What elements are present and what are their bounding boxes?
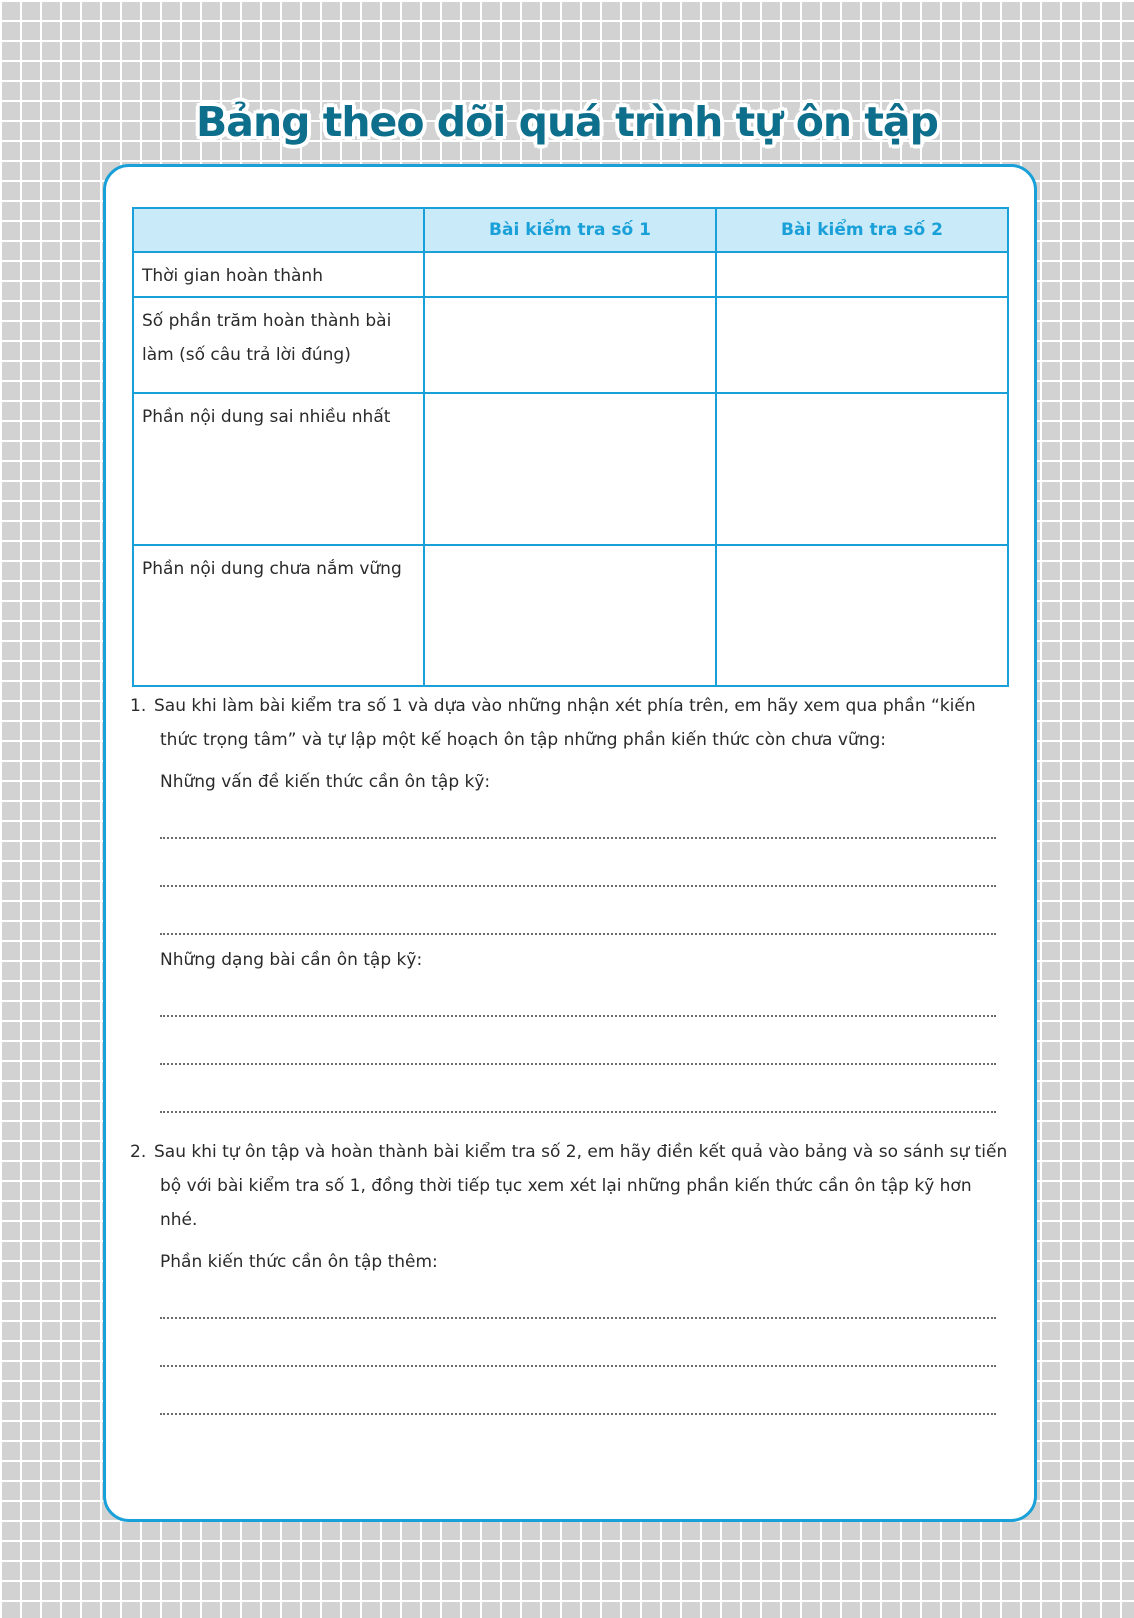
table-header-row bbox=[133, 208, 1008, 252]
cell-most-wrong-test-1[interactable] bbox=[424, 393, 716, 545]
question-1-text: Sau khi làm bài kiểm tra số 1 và dựa vào những nhận xét phía trên, em hãy xem qua phần “kiến thức trọng tâm” và tự lập một kế hoạch ôn tập những phần kiến thức còn chưa vững: bbox=[154, 696, 976, 750]
answer-line[interactable] bbox=[160, 1383, 996, 1415]
answer-line[interactable] bbox=[160, 1081, 996, 1113]
question-2 bbox=[130, 1135, 1010, 1237]
cell-completion-percent-test-2[interactable] bbox=[716, 297, 1008, 393]
worksheet-card bbox=[103, 164, 1037, 1522]
question-2-text: Sau khi tự ôn tập và hoàn thành bài kiểm tra số 2, em hãy điền kết quả vào bảng và so sánh sự tiến bộ với bài kiểm tra số 1, đồng thời tiếp tục xem xét lại những phần kiến thức cần ôn tập kỹ hơn nhé. bbox=[154, 1142, 1008, 1230]
answer-line[interactable] bbox=[160, 807, 996, 839]
cell-most-wrong-test-2[interactable] bbox=[716, 393, 1008, 545]
answer-line[interactable] bbox=[160, 1287, 996, 1319]
answer-line[interactable] bbox=[160, 903, 996, 935]
row-label-most-wrong: Phần nội dung sai nhiều nhất bbox=[142, 407, 391, 427]
cell-not-mastered-test-2[interactable] bbox=[716, 545, 1008, 686]
page-title: Bảng theo dõi quá trình tự ôn tập bbox=[196, 98, 938, 146]
table-row bbox=[133, 393, 1008, 545]
section-label-extra-review: Phần kiến thức cần ôn tập thêm: bbox=[160, 1252, 438, 1272]
cell-not-mastered-test-1[interactable] bbox=[424, 545, 716, 686]
section-label-knowledge-issues: Những vấn đề kiến thức cần ôn tập kỹ: bbox=[160, 772, 491, 792]
cell-completion-percent-test-1[interactable] bbox=[424, 297, 716, 393]
row-label-not-mastered: Phần nội dung chưa nắm vững bbox=[142, 559, 402, 579]
answer-line[interactable] bbox=[160, 1033, 996, 1065]
answer-line[interactable] bbox=[160, 1335, 996, 1367]
table-corner-cell bbox=[133, 208, 424, 252]
cell-completion-time-test-2[interactable] bbox=[716, 252, 1008, 297]
question-1-number: 1. bbox=[130, 696, 147, 716]
table-row bbox=[133, 297, 1008, 393]
answer-line[interactable] bbox=[160, 985, 996, 1017]
question-2-number: 2. bbox=[130, 1142, 147, 1162]
cell-completion-time-test-1[interactable] bbox=[424, 252, 716, 297]
table-row bbox=[133, 545, 1008, 686]
questions-section bbox=[130, 689, 1010, 1415]
section-label-exercise-types: Những dạng bài cần ôn tập kỹ: bbox=[160, 950, 423, 970]
answer-line[interactable] bbox=[160, 855, 996, 887]
question-1 bbox=[130, 689, 1010, 757]
row-label-completion-percent: Số phần trăm hoàn thành bài làm (số câu trả lời đúng) bbox=[142, 311, 392, 365]
progress-table bbox=[132, 207, 1009, 687]
row-label-completion-time: Thời gian hoàn thành bbox=[142, 266, 323, 286]
table-row bbox=[133, 252, 1008, 297]
column-header-test-1: Bài kiểm tra số 1 bbox=[424, 208, 716, 252]
column-header-test-2: Bài kiểm tra số 2 bbox=[716, 208, 1008, 252]
